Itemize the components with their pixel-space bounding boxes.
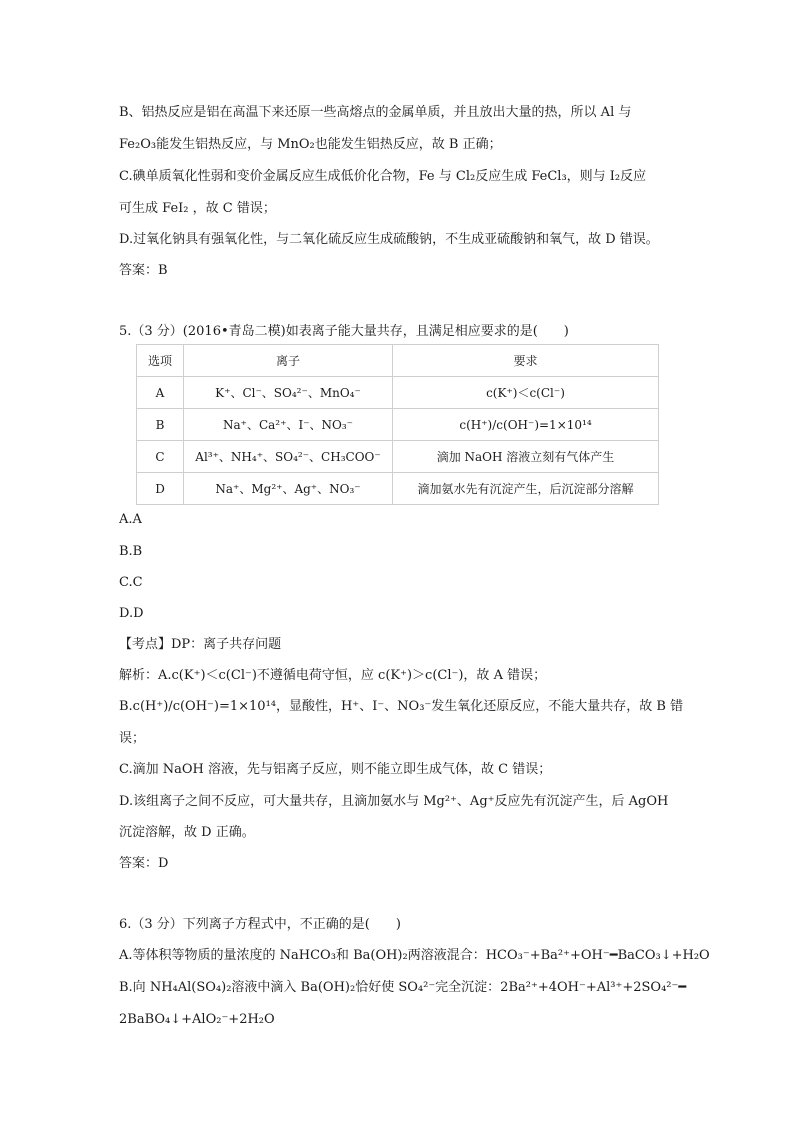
analysis-line: 误； (119, 731, 146, 746)
row-requirement: 滴加 NaOH 溶液立刻有气体产生 (393, 441, 659, 473)
table-row (137, 409, 659, 441)
header-option: 选项 (137, 345, 184, 377)
explanation-c-line2: 可生成 FeI₂ ，故 C 错误； (119, 201, 276, 216)
row-requirement: 滴加氨水先有沉淀产生，后沉淀部分溶解 (393, 473, 659, 505)
row-requirement: c(H⁺)/c(OH⁻)=1×10¹⁴ (393, 409, 659, 441)
choice-a: A.A (119, 512, 142, 527)
question-5-stem: 5.（3 分）(2016•青岛二模)如表离子能大量共存，且满足相应要求的是( ) (119, 324, 569, 339)
row-ions: Al³⁺、NH₄⁺、SO₄²⁻、CH₃COO⁻ (184, 441, 393, 473)
header-ions: 离子 (184, 345, 393, 377)
analysis-line: C.滴加 NaOH 溶液，先与铝离子反应，则不能立即生成气体，故 C 错误； (119, 762, 552, 777)
explanation-d-line1: D.过氧化钠具有强氧化性，与二氧化硫反应生成硫酸钠，不生成亚硫酸钠和氧气，故 D 错误。 (119, 232, 659, 247)
question-6-stem: 6.（3 分）下列离子方程式中，不正确的是( ) (119, 917, 401, 932)
analysis-line: 解析：A.c(K⁺)＜c(Cl⁻)不遵循电荷守恒，应 c(K⁺)＞c(Cl⁻)，故 A 错误； (119, 668, 547, 683)
choice-d: D.D (119, 606, 144, 621)
table-row (137, 441, 659, 473)
row-option: B (137, 409, 184, 441)
table-header-row (137, 345, 659, 377)
ion-table (136, 344, 659, 505)
analysis-line: D.该组离子之间不反应，可大量共存，且滴加氨水与 Mg²⁺、Ag⁺反应先有沉淀产生，后 AgOH (119, 794, 669, 809)
question-6-option-a: A.等体积等物质的量浓度的 NaHCO₃和 Ba(OH)₂两溶液混合：HCO₃⁻+Ba²⁺+OH⁻━BaCO₃↓+H₂O (119, 948, 710, 963)
table-row (137, 377, 659, 409)
row-ions: Na⁺、Mg²⁺、Ag⁺、NO₃⁻ (184, 473, 393, 505)
question-6-option-b-line2: 2BaBO₄↓+AlO₂⁻+2H₂O (119, 1012, 275, 1027)
table-row (137, 473, 659, 505)
choice-c: C.C (119, 575, 143, 590)
row-option: A (137, 377, 184, 409)
question-6-option-b-line1: B.向 NH₄Al(SO₄)₂溶液中滴入 Ba(OH)₂恰好使 SO₄²⁻完全沉淀：2Ba²⁺+4OH⁻+Al³⁺+2SO₄²⁻━ (119, 980, 687, 995)
row-ions: K⁺、Cl⁻、SO₄²⁻、MnO₄⁻ (184, 377, 393, 409)
explanation-c-line1: C.碘单质氧化性弱和变价金属反应生成低价化合物，Fe 与 Cl₂反应生成 FeCl₃，则与 I₂反应 (119, 169, 647, 184)
row-option: D (137, 473, 184, 505)
row-ions: Na⁺、Ca²⁺、I⁻、NO₃⁻ (184, 409, 393, 441)
analysis-line: 沉淀溶解，故 D 正确。 (119, 825, 255, 840)
question-5-answer: 答案：D (119, 856, 169, 871)
choice-b: B.B (119, 544, 143, 559)
kaodian-label: 【考点】DP：离子共存问题 (119, 637, 282, 652)
row-option: C (137, 441, 184, 473)
previous-answer: 答案：B (119, 263, 168, 278)
header-requirement: 要求 (393, 345, 659, 377)
row-requirement: c(K⁺)＜c(Cl⁻) (393, 377, 659, 409)
explanation-b-line2: Fe₂O₃能发生铝热反应，与 MnO₂也能发生铝热反应，故 B 正确； (119, 137, 502, 152)
analysis-line: B.c(H⁺)/c(OH⁻)=1×10¹⁴，显酸性，H⁺、I⁻、NO₃⁻发生氧化还原反应，不能大量共存，故 B 错 (119, 699, 684, 714)
explanation-b-line1: B、铝热反应是铝在高温下来还原一些高熔点的金属单质，并且放出大量的热，所以 Al 与 (119, 105, 632, 120)
